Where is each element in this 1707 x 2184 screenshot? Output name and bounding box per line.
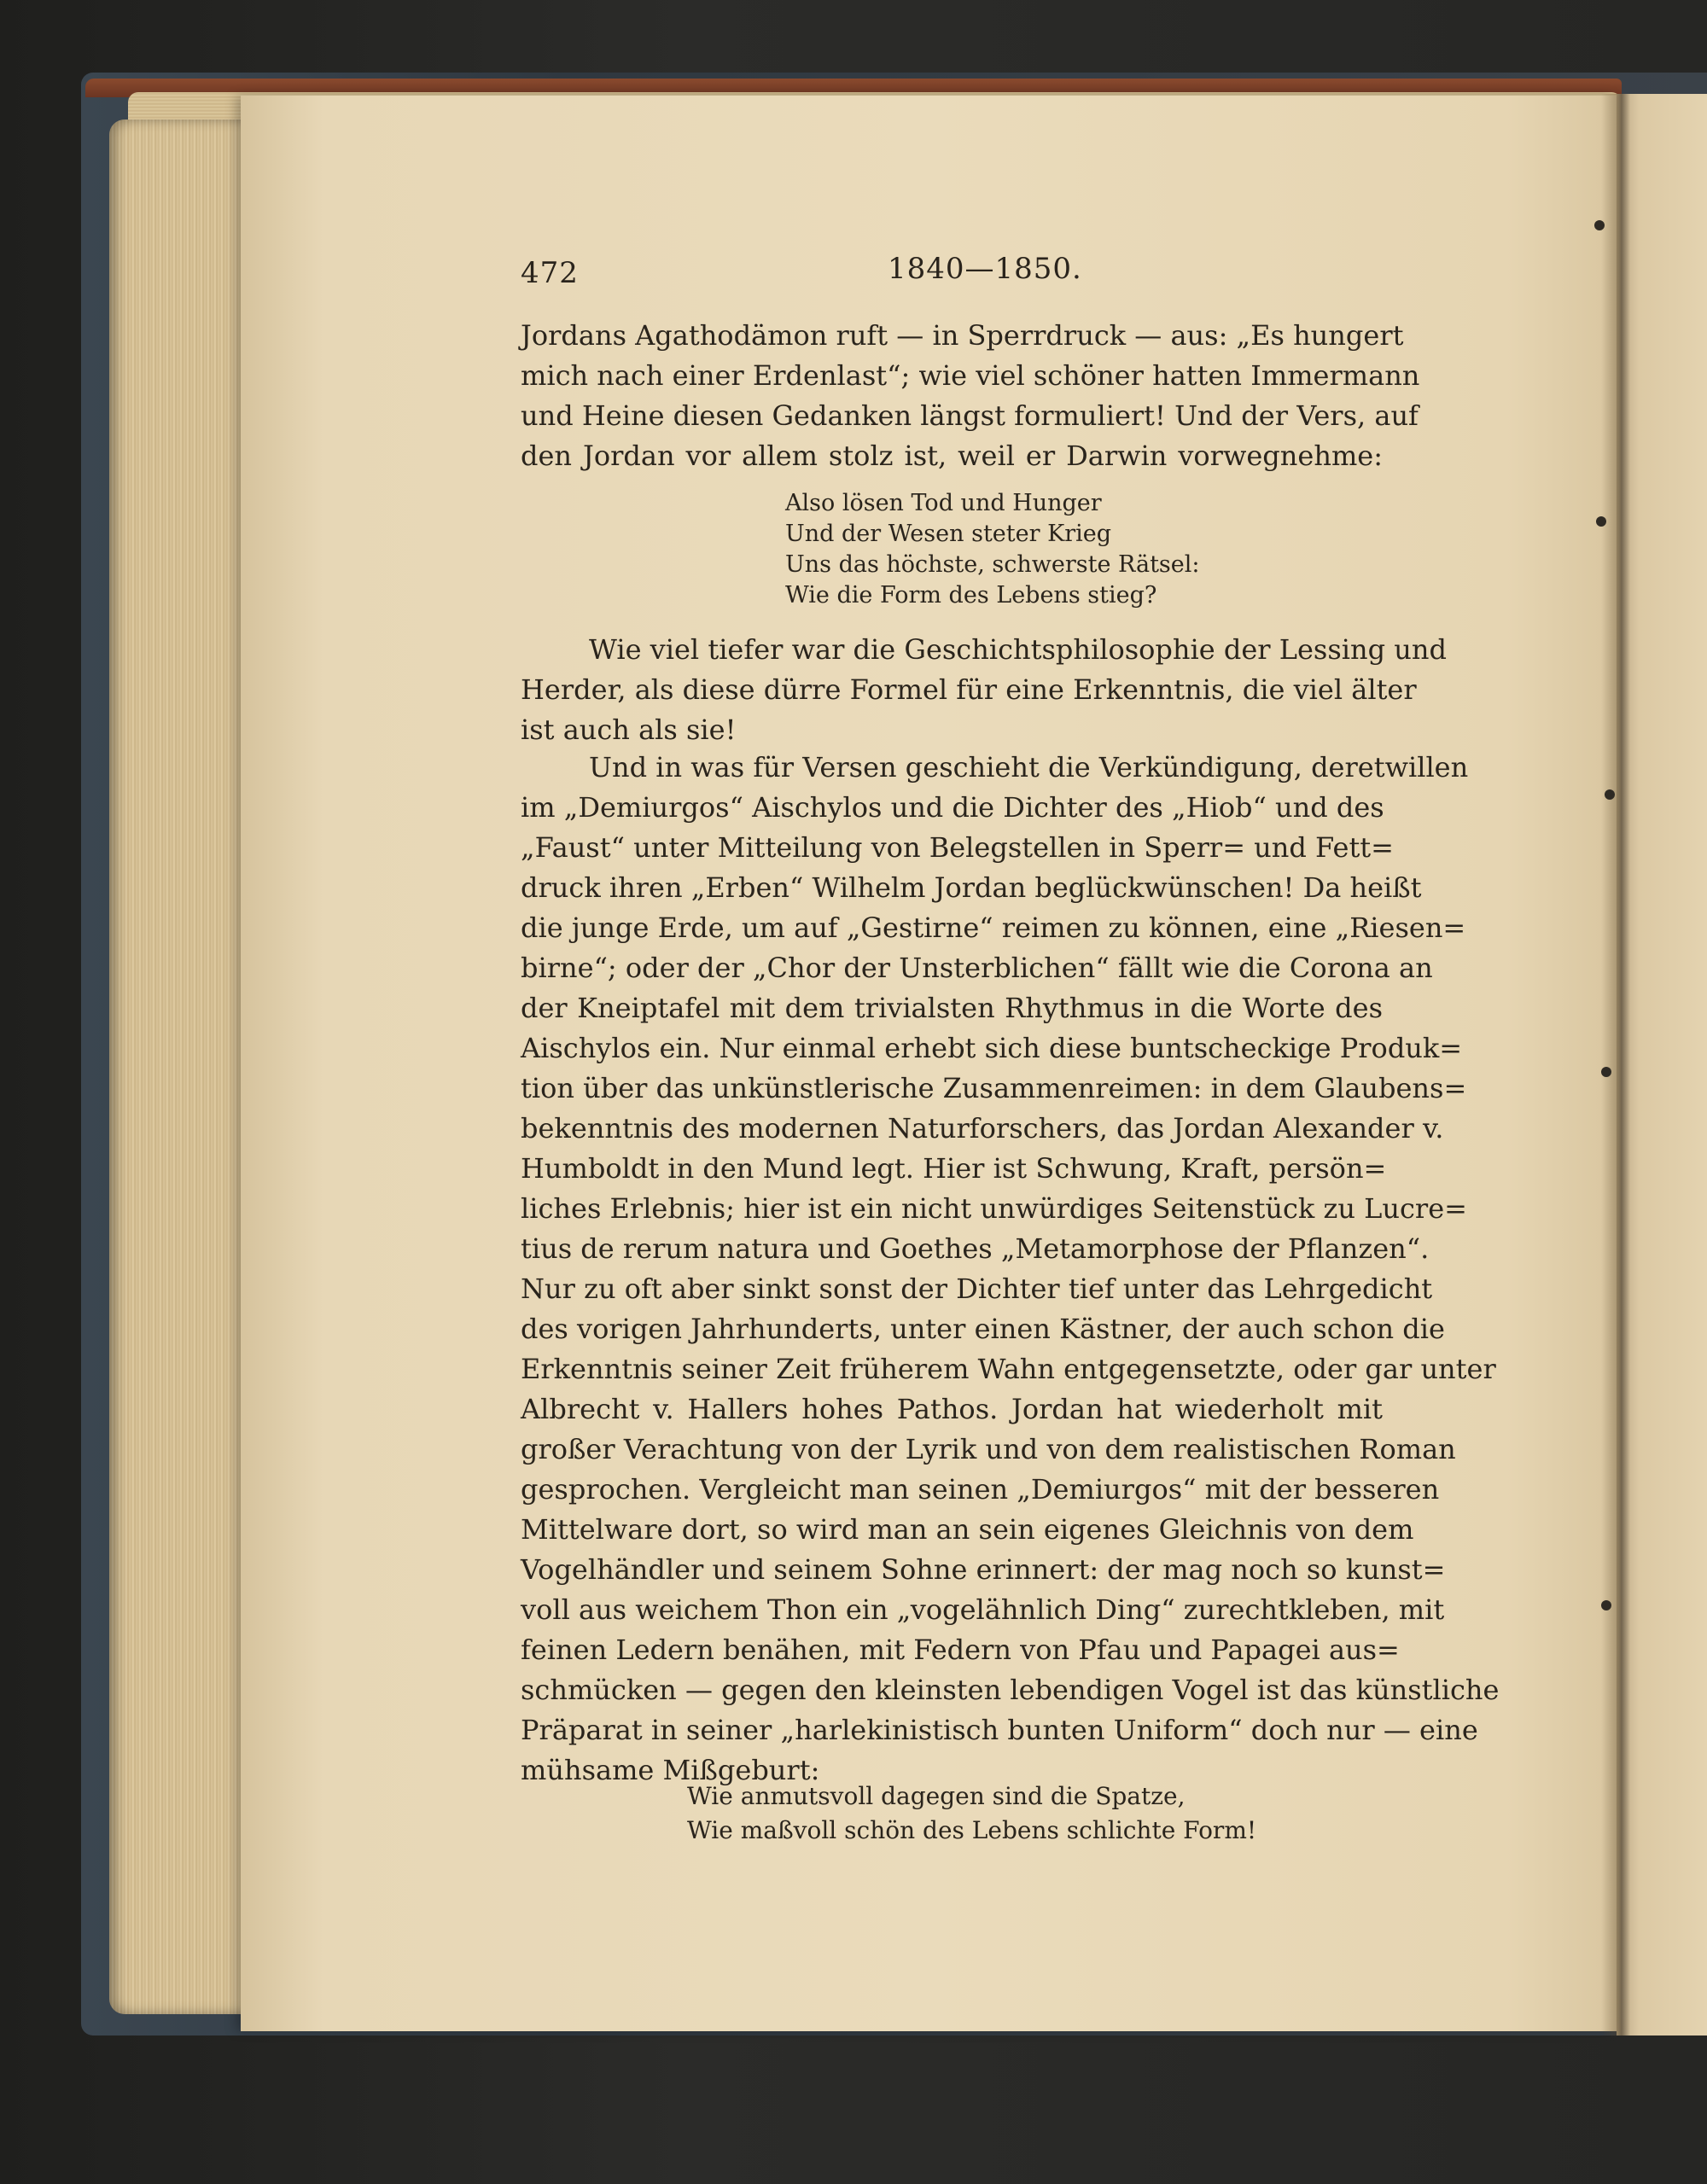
text-line: schmücken — gegen den kleinsten lebendigen Vogel ist das künstliche — [521, 1674, 1500, 1706]
text-line: Erkenntnis seiner Zeit früherem Wahn entgegensetzte, oder gar unter — [521, 1353, 1496, 1385]
text-line: mühsame Mißgeburt: — [521, 1754, 820, 1786]
text-line: großer Verachtung von der Lyrik und von dem realistischen Roman — [521, 1433, 1456, 1465]
text-line: feinen Ledern benähen, mit Federn von Pfau und Papagei aus= — [521, 1634, 1400, 1666]
text-line: im „Demiurgos“ Aischylos und die Dichter des „Hiob“ und des — [521, 791, 1384, 824]
text-line: der Kneiptafel mit dem trivialsten Rhythmus in die Worte des — [521, 992, 1383, 1024]
text-line: Wie viel tiefer war die Geschichtsphilosophie der Lessing und — [589, 633, 1447, 666]
verse-line: Also lösen Tod und Hunger — [785, 490, 1102, 516]
text-line: Nur zu oft aber sinkt sonst der Dichter tief unter das Lehrgedicht — [521, 1273, 1433, 1305]
page-number: 472 — [521, 256, 579, 290]
text-line: Albrecht v. Hallers hohes Pathos. Jordan hat wiederholt mit — [521, 1393, 1383, 1425]
paragraph-3 — [521, 748, 1500, 1791]
text-line: ist auch als sie! — [521, 713, 737, 746]
running-title: 1840—1850. — [888, 252, 1082, 286]
text-line: Vogelhändler und seinem Sohne erinnert: der mag noch so kunst= — [521, 1553, 1446, 1586]
binding-stitch — [1601, 1600, 1611, 1610]
verse-line: Und der Wesen steter Krieg — [785, 521, 1112, 547]
text-line: Herder, als diese dürre Formel für eine Erkenntnis, die viel älter — [521, 673, 1417, 706]
text-line: mich nach einer Erdenlast“; wie viel schöner hatten Immermann — [521, 359, 1420, 392]
text-line: liches Erlebnis; hier ist ein nicht unwürdiges Seitenstück zu Lucre= — [521, 1192, 1467, 1225]
text-line: Aischylos ein. Nur einmal erhebt sich diese buntscheckige Produk= — [521, 1032, 1463, 1064]
page-stack-left-edge — [109, 119, 246, 2014]
text-line: des vorigen Jahrhunderts, unter einen Kästner, der auch schon die — [521, 1313, 1445, 1345]
text-line: bekenntnis des modernen Naturforschers, das Jordan Alexander v. — [521, 1112, 1444, 1144]
verse-line: Uns das höchste, schwerste Rätsel: — [785, 551, 1200, 578]
text-line: druck ihren „Erben“ Wilhelm Jordan beglückwünschen! Da heißt — [521, 871, 1422, 904]
text-line: und Heine diesen Gedanken längst formuliert! Und der Vers, auf — [521, 399, 1419, 432]
verse-quote-1 — [785, 488, 1200, 611]
text-line: tion über das unkünstlerische Zusammenreimen: in dem Glaubens= — [521, 1072, 1467, 1104]
verse-line: Wie anmutsvoll dagegen sind die Spatze, — [687, 1782, 1186, 1810]
page-gutter — [1601, 94, 1630, 2035]
paragraph-1 — [521, 316, 1420, 476]
text-line: voll aus weichem Thon ein „vogelähnlich Ding“ zurechtkleben, mit — [521, 1593, 1445, 1626]
binding-stitch — [1605, 789, 1615, 800]
text-line: „Faust“ unter Mitteilung von Belegstellen in Sperr= und Fett= — [521, 831, 1394, 864]
text-line: Jordans Agathodämon ruft — in Sperrdruck — aus: „Es hungert — [521, 319, 1404, 352]
text-line: die junge Erde, um auf „Gestirne“ reimen zu können, eine „Riesen= — [521, 911, 1466, 944]
text-line: tius de rerum natura und Goethes „Metamorphose der Pflanzen“. — [521, 1232, 1430, 1265]
paragraph-2 — [521, 630, 1447, 750]
text-line: gesprochen. Vergleicht man seinen „Demiurgos“ mit der besseren — [521, 1473, 1440, 1506]
text-line: Mittelware dort, so wird man an sein eigenes Gleichnis von dem — [521, 1513, 1414, 1546]
binding-stitch — [1601, 1067, 1611, 1077]
binding-stitch — [1596, 516, 1606, 527]
verse-quote-2 — [687, 1779, 1256, 1848]
text-line: Humboldt in den Mund legt. Hier ist Schwung, Kraft, persön= — [521, 1152, 1387, 1185]
verse-line: Wie maßvoll schön des Lebens schlichte Form! — [687, 1816, 1257, 1844]
text-line: den Jordan vor allem stolz ist, weil er Darwin vorwegnehme: — [521, 440, 1383, 472]
binding-stitch — [1594, 220, 1605, 230]
verse-line: Wie die Form des Lebens stieg? — [785, 582, 1157, 609]
text-line: birne“; oder der „Chor der Unsterblichen“ fällt wie die Corona an — [521, 952, 1433, 984]
text-line: Präparat in seiner „harlekinistisch bunten Uniform“ doch nur — eine — [521, 1714, 1478, 1746]
text-line: Und in was für Versen geschieht die Verkündigung, deretwillen — [589, 751, 1469, 783]
